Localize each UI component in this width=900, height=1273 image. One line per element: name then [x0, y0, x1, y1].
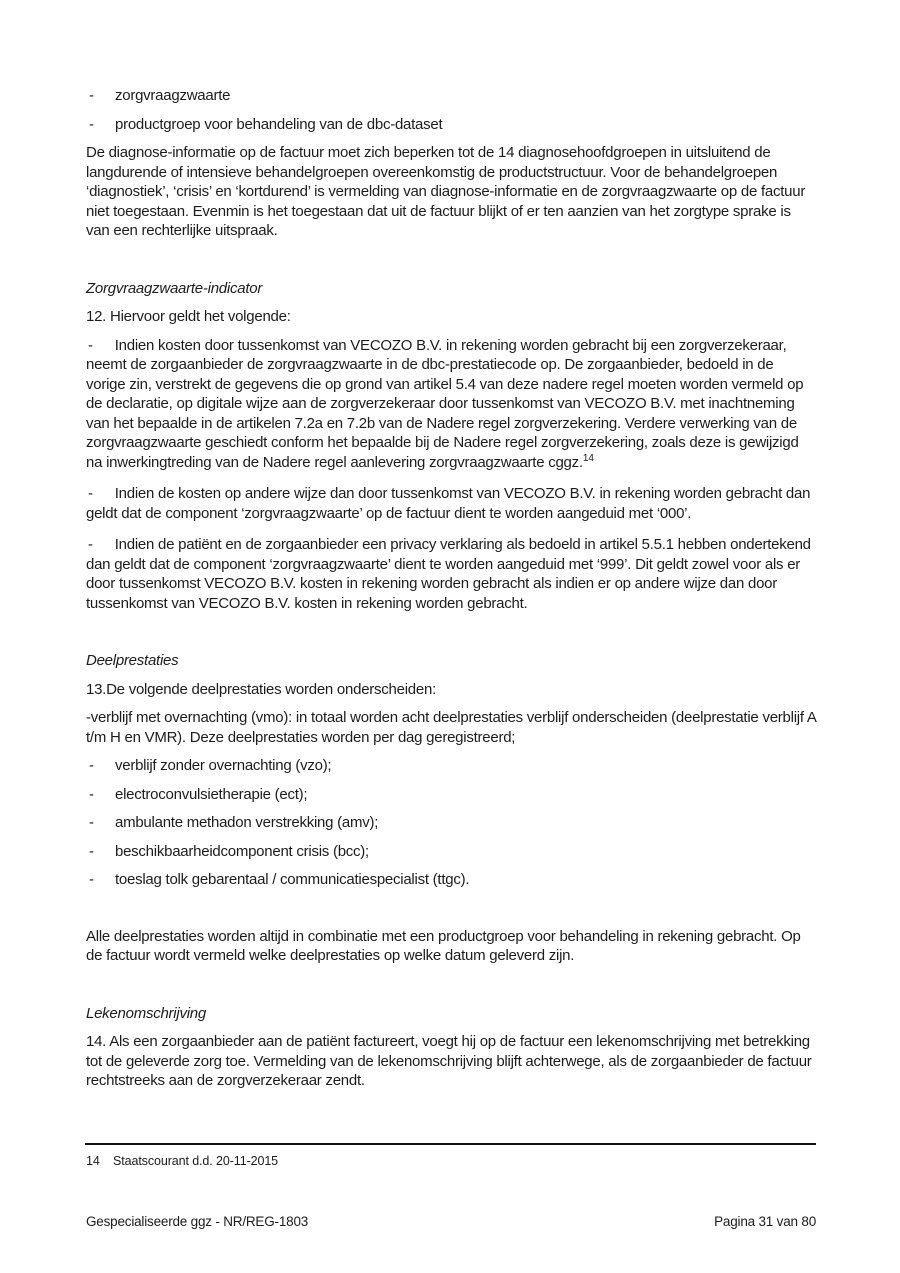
bullet-dash: - [89, 757, 94, 774]
section-heading-lekenomschrijving: Lekenomschrijving [86, 1004, 206, 1022]
clause-12-item [86, 336, 816, 473]
list-item [86, 115, 816, 135]
list-item [86, 756, 816, 776]
list-item [86, 842, 816, 862]
page-footer [86, 1213, 816, 1230]
bullet-text: zorgvraagzwaarte [115, 87, 231, 104]
bullet-text: beschikbaarheidcomponent crisis (bcc); [115, 842, 369, 860]
footer-document-title: Gespecialiseerde ggz - NR/REG-1803 [86, 1214, 309, 1229]
list-item [86, 870, 816, 890]
clause-12-item [86, 484, 816, 523]
footer-page-number: Pagina 31 van 80 [714, 1214, 816, 1229]
clause-13-lead: 13.De volgende deelprestaties worden onderscheiden: [86, 680, 436, 698]
bullet-dash: - [88, 485, 93, 502]
bullet-dash: - [89, 871, 94, 888]
bullet-text: electroconvulsietherapie (ect); [115, 785, 308, 803]
clause-12-item [86, 535, 816, 613]
clause-12-lead: 12. Hiervoor geldt het volgende: [86, 308, 291, 325]
section-heading-deelprestaties: Deelprestaties [86, 652, 179, 669]
footnote-divider [85, 1143, 816, 1145]
document-content [86, 86, 816, 1100]
footnote [86, 1154, 816, 1169]
list-item [86, 813, 816, 833]
clause-12-item-text: Indien de kosten op andere wijze dan door tussenkomst van VECOZO B.V. in rekening worden gebracht dan geldt dat de component ‘zorgvraagzwaarte’ op de factuur dient te worden aangeduid met ‘000’. [86, 485, 811, 522]
list-item [86, 785, 816, 805]
bullet-dash: - [89, 87, 94, 104]
intro-paragraph: De diagnose-informatie op de factuur moet zich beperken tot de 14 diagnosehoofdgroepen in uitsluitend de langdurende of intensieve behandelgroepen overeenkomstig de productstructuur. Voor de behandelgroepen ‘diagnostiek’, ‘crisis’ en ‘kortdurend’ is vermelding van diagnose-informatie en de zorgvraagzwaarte op de factuur niet toegestaan. Evenmin is het toegestaan dat uit de factuur blijkt of er ten aanzien van het zorgtype sprake is van een rechterlijke uitspraak. [86, 144, 806, 239]
bullet-text: toeslag tolk gebarentaal / communicatiespecialist (ttgc). [115, 871, 470, 888]
footnote-text: Staatscourant d.d. 20-11-2015 [113, 1154, 279, 1168]
bullet-text: ambulante methadon verstrekking (amv); [115, 814, 379, 831]
bullet-text: productgroep voor behandeling van de dbc-dataset [115, 115, 443, 133]
deelprestaties-closing-paragraph: Alle deelprestaties worden altijd in combinatie met een productgroep voor behandeling in rekening gebracht. Op de factuur wordt vermeld welke deelprestaties op welke datum geleverd zijn. [86, 927, 801, 964]
clause-12-item-text: Indien kosten door tussenkomst van VECOZO B.V. in rekening worden gebracht bij een zorgverzekeraar, neemt de zorgaanbieder de zorgvraagzwaarte in de dbc-prestatiecode op. De zorgaanbieder, bedoeld in de vorige zin, verstrekt de gegevens die op grond van artikel 5.4 van deze nadere regel moeten worden vermeld op de declaratie, op digitale wijze aan de zorgverzekeraar door tussenkomst van VECOZO B.V. met inachtneming van het bepaalde in de artikelen 7.2a en 7.2b van de Nadere regel zorgverzekering. Verdere verwerking van de zorgvraagzwaarte geschiedt conform het bepaalde bij de Nadere regel zorgverzekering, zoals deze is gewijzigd na inwerkingtreding van de Nadere regel aanlevering zorgvraagzwaarte cggz. [86, 336, 804, 471]
bullet-text: verblijf zonder overnachting (vzo); [115, 757, 332, 774]
bullet-dash: - [89, 785, 94, 803]
bullet-dash: - [89, 115, 94, 133]
section-heading-zorgvraagzwaarte-indicator: Zorgvraagzwaarte-indicator [86, 279, 263, 297]
bullet-dash: - [89, 814, 94, 831]
bullet-dash: - [88, 536, 93, 553]
footnote-number: 14 [86, 1154, 100, 1168]
bullet-dash: - [89, 842, 94, 860]
list-item [86, 86, 816, 106]
bullet-dash: - [88, 336, 93, 354]
clause-12-item-text: Indien de patiënt en de zorgaanbieder een privacy verklaring als bedoeld in artikel 5.5.1 hebben ondertekend dan geldt dat de component ‘zorgvraagzwaarte’ dient te worden aangeduid met ‘999’. Dit geldt zowel voor als er door tussenkomst VECOZO B.V. kosten in rekening worden gebracht als indien er op andere wijze dan door tussenkomst van VECOZO B.V. kosten in rekening worden gebracht. [86, 536, 811, 612]
vmo-paragraph: -verblijf met overnachting (vmo): in totaal worden acht deelprestaties verblijf onderscheiden (deelprestatie verblijf A t/m H en VMR). Deze deelprestaties worden per dag geregistreerd; [86, 709, 816, 746]
footnote-reference: 14 [582, 452, 594, 464]
clause-14-paragraph: 14. Als een zorgaanbieder aan de patiënt factureert, voegt hij op de factuur een lekenomschrijving met betrekking tot de geleverde zorg toe. Vermelding van de lekenomschrijving blijft achterwege, als de zorgaanbieder de factuur rechtstreeks aan de zorgverzekeraar zendt. [86, 1033, 812, 1089]
